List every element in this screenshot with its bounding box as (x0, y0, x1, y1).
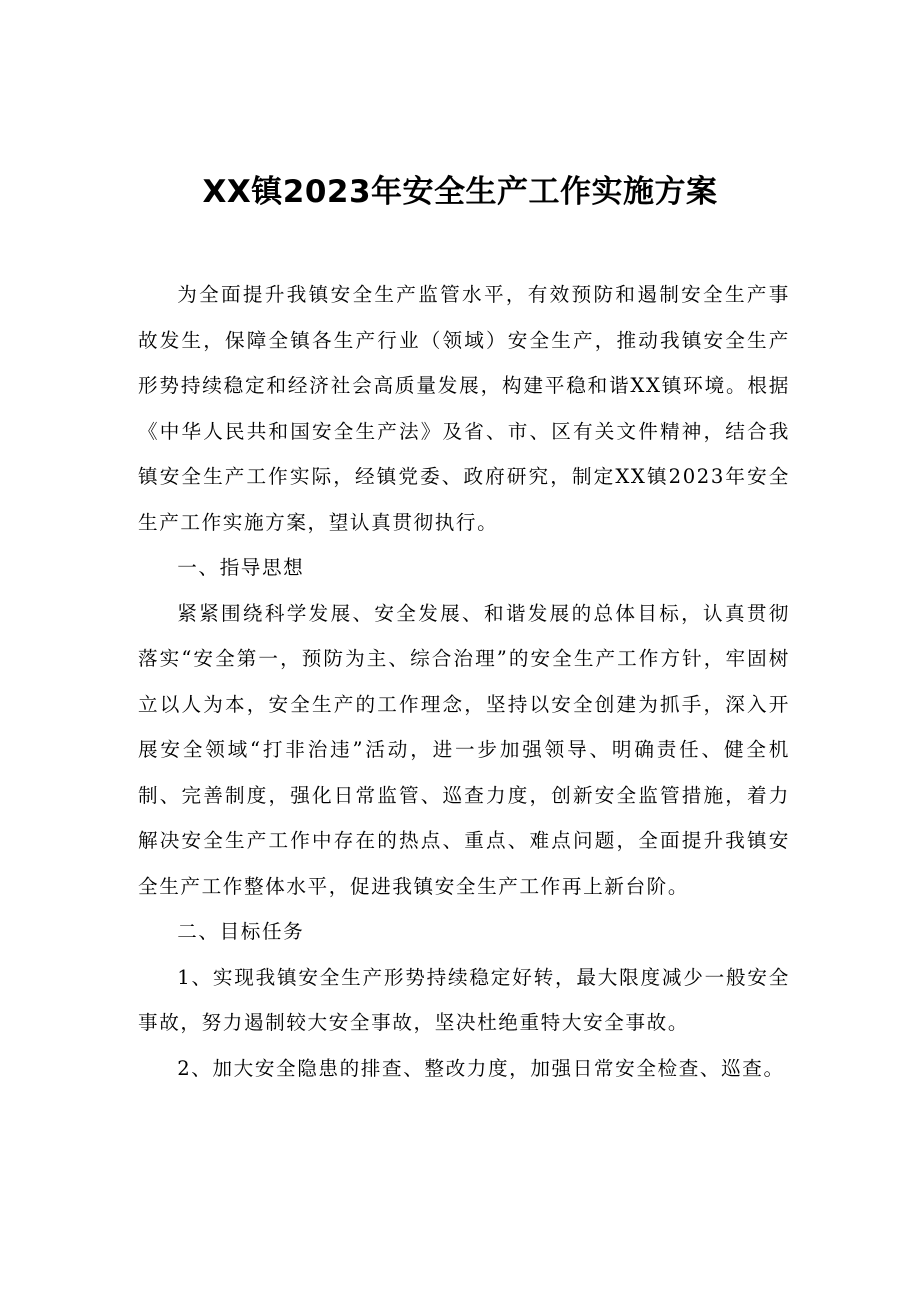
section-heading-guiding-ideology: 一、指导思想 (177, 556, 305, 579)
document-title: XX镇2023年安全生产工作实施方案 (202, 174, 718, 210)
section-heading-goals-tasks: 二、目标任务 (177, 920, 305, 943)
document-body (138, 272, 790, 1091)
goal-item-2: 2、加大安全隐患的排查、整改力度，加强日常安全检查、巡查。 (177, 1056, 785, 1080)
guiding-ideology-paragraph: 紧紧围绕科学发展、安全发展、和谐发展的总体目标，认真贯彻落实“安全第一，预防为主、综合治理”的安全生产工作方针，牢固树立以人为本，安全生产的工作理念，坚持以安全创建为抓手，深入开展安全领域“打非治违”活动，进一步加强领导、明确责任、健全机制、完善制度，强化日常监管、巡查力度，创新安全监管措施，着力解决安全生产工作中存在的热点、重点、难点问题，全面提升我镇安全生产工作整体水平，促进我镇安全生产工作再上新台阶。 (138, 601, 790, 898)
goal-item-1: 1、实现我镇安全生产形势持续稳定好转，最大限度减少一般安全事故，努力遏制较大安全事故，坚决杜绝重特大安全事故。 (138, 965, 790, 1034)
intro-paragraph: 为全面提升我镇安全生产监管水平，有效预防和遏制安全生产事故发生，保障全镇各生产行业（领域）安全生产，推动我镇安全生产形势持续稳定和经济社会高质量发展，构建平稳和谐XX镇环境。根据《中华人民共和国安全生产法》及省、市、区有关文件精神，结合我镇安全生产工作实际，经镇党委、政府研究，制定XX镇2023年安全生产工作实施方案，望认真贯彻执行。 (138, 283, 790, 534)
